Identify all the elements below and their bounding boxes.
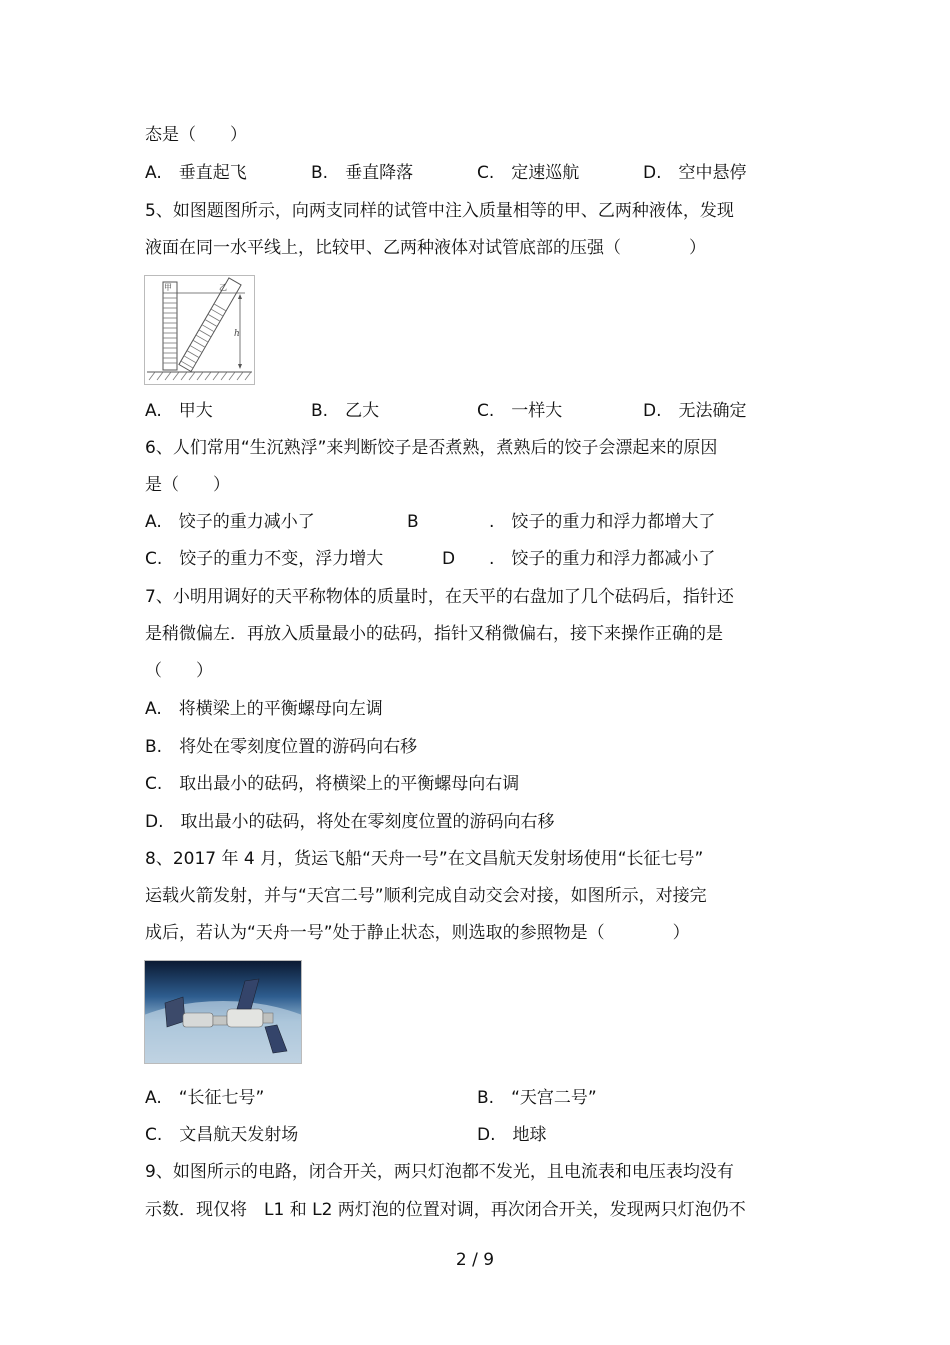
label-yi: 乙 — [219, 283, 227, 292]
q7-stem-line2: 是稍微偏左．再放入质量最小的砝码，指针又稍微偏右，接下来操作正确的是 — [145, 624, 723, 644]
label-h: h — [234, 329, 240, 339]
slanted-tube — [179, 278, 241, 372]
q8-stem-line1: 8、2017 年 4 月，货运飞船“天舟一号”在文昌航天发射场使用“长征七号” — [145, 849, 704, 869]
vertical-tube-liquid — [163, 298, 177, 363]
q5-stem-line2: 液面在同一水平线上，比较甲、乙两种液体对试管底部的压强（ ） — [145, 238, 706, 258]
q6-stem-line2: 是（ ） — [145, 475, 230, 495]
q8-option-c: C. 文昌航天发射场 — [145, 1125, 299, 1145]
q8-option-b: B. “天宫二号” — [477, 1088, 597, 1108]
q5-option-a: A. 甲大 — [145, 401, 213, 421]
page-number: 2 / 9 — [455, 1250, 495, 1270]
q5-stem-line1: 5、如图题图所示，向两支同样的试管中注入质量相等的甲、乙两种液体，发现 — [145, 201, 734, 221]
docking-illustration — [145, 961, 301, 1063]
q6-option-c: C. 饺子的重力不变，浮力增大 — [145, 549, 384, 569]
q4-option-b: B. 垂直降落 — [311, 163, 414, 183]
q5-option-c: C. 一样大 — [477, 401, 563, 421]
q7-stem-line1: 7、小明用调好的天平称物体的质量时，在天平的右盘加了几个砝码后，指针还 — [145, 587, 734, 607]
q6-option-a: A. 饺子的重力减小了 — [145, 512, 315, 532]
space-lab-body — [227, 1009, 263, 1027]
q8-stem-line3: 成后，若认为“天舟一号”处于静止状态，则选取的参照物是（ ） — [145, 923, 690, 943]
q5-option-d: D. 无法确定 — [643, 401, 747, 421]
q6-option-b-letter: B — [407, 512, 419, 532]
q8-option-d: D. 地球 — [477, 1125, 547, 1145]
q6-option-b-text: . 饺子的重力和浮力都增大了 — [489, 512, 716, 532]
q8-stem-line2: 运载火箭发射，并与“天宫二号”顺利完成自动交会对接，如图所示，对接完 — [145, 886, 707, 906]
q7-option-a: A. 将横梁上的平衡螺母向左调 — [145, 699, 383, 719]
q5-option-b: B. 乙大 — [311, 401, 380, 421]
q4-stem-end: 态是（ ） — [145, 125, 247, 145]
q7-option-b: B. 将处在零刻度位置的游码向右移 — [145, 737, 418, 757]
spacecraft-photo — [144, 960, 302, 1064]
test-tube-figure — [144, 275, 255, 385]
test-tube-diagram — [145, 276, 254, 384]
cargo-ship-body — [183, 1013, 213, 1027]
q6-option-d-letter: D — [442, 549, 456, 569]
q4-option-c: C. 定速巡航 — [477, 163, 580, 183]
q4-option-d: D. 空中悬停 — [643, 163, 747, 183]
label-jia: 甲 — [164, 283, 172, 292]
q7-stem-line3: （ ） — [145, 661, 213, 681]
q6-option-d-text: . 饺子的重力和浮力都减小了 — [489, 549, 716, 569]
q9-stem-line1: 9、如图所示的电路，闭合开关，两只灯泡都不发光，且电流表和电压表均没有 — [145, 1162, 734, 1182]
q9-stem-line2: 示数．现仅将 L1 和 L2 两灯泡的位置对调，再次闭合开关，发现两只灯泡仍不 — [145, 1200, 746, 1220]
q6-stem-line1: 6、人们常用“生沉熟浮”来判断饺子是否煮熟，煮熟后的饺子会漂起来的原因 — [145, 438, 718, 458]
q4-option-a: A. 垂直起飞 — [145, 163, 247, 183]
ground-hatch — [149, 372, 251, 380]
q7-option-c: C. 取出最小的砝码，将横梁上的平衡螺母向右调 — [145, 774, 520, 794]
q7-option-d: D. 取出最小的砝码，将处在零刻度位置的游码向右移 — [145, 812, 555, 832]
vertical-tube — [163, 282, 177, 370]
q8-option-a: A. “长征七号” — [145, 1088, 265, 1108]
